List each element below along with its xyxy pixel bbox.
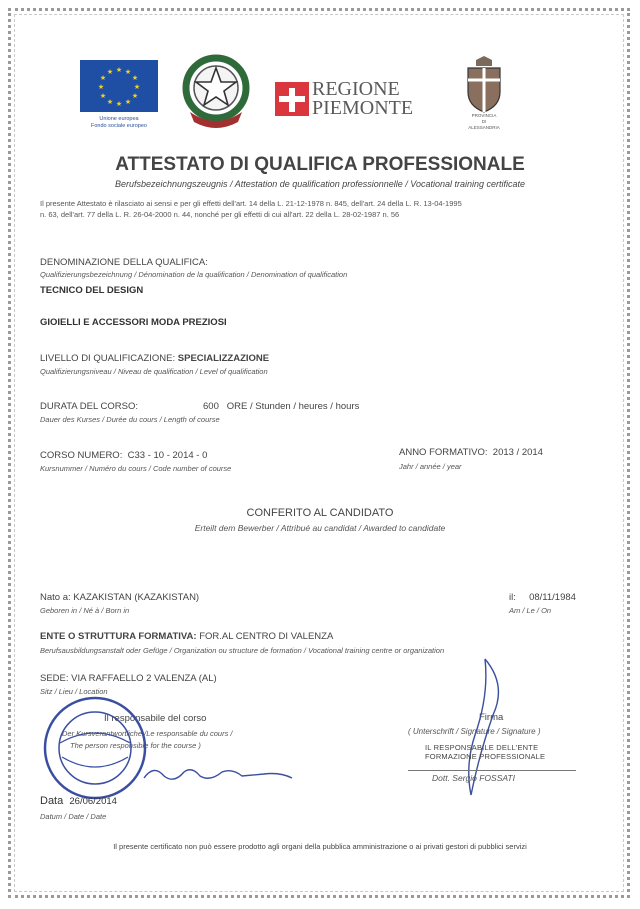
seat-translation: Sitz / Lieu / Location [40,687,108,696]
duration-unit: ORE / Stunden / heures / hours [226,401,360,412]
institution-value: FOR.AL CENTRO DI VALENZA [199,631,334,642]
course-manager-translation1: Der Kursverantwortliche /Le responsable du cours / [62,729,233,738]
birth-date-row [509,592,576,603]
date-label: Data [40,795,64,807]
course-manager-translation2: The person responsible for the course ) [70,741,201,750]
certificate-title: ATTESTATO DI QUALIFICA PROFESSIONALE [115,154,525,175]
duration-label: DURATA DEL CORSO: [40,401,139,412]
birth-date-label: il: [509,592,516,603]
seat-label: SEDE: [40,673,69,684]
course-manager-signature [140,760,300,791]
director-stamp-line1: IL RESPONSABILE DELL'ENTE [425,743,539,752]
institution-translation: Berufsausbildungsanstalt oder Gefüge / Organization ou structure de formation / Vocational training centre or organization [40,646,445,655]
conferred-translation: Erteilt dem Bewerber / Attribué au candidat / Awarded to candidate [194,523,446,533]
duration-translation: Dauer des Kurses / Durée du cours / Length of course [40,415,220,424]
level-label: LIVELLO DI QUALIFICAZIONE: [40,353,176,364]
signature-translation: ( Unterschrift / Signature / Signature ) [408,727,541,736]
legal-line2: n. 63, dell'art. 77 della L. R. 26-04-2000 n. 44, nonché per gli effetti di cui all'art. 22 della L. 28-02-1987 n. 56 [40,210,400,219]
province-caption-line2: DI [481,119,487,124]
director-name: Dott. Sergio FOSSATI [432,773,515,783]
svg-text:★: ★ [115,100,123,108]
province-caption [452,113,516,131]
institution-label: ENTE O STRUTTURA FORMATIVA: [40,631,197,642]
legal-line1: Il presente Attestato è rilasciato ai sensi e per gli effetti dell'art. 14 della L. 21-12-1978 n. 845, dell'art. 24 della L. R. 13-04-1995 [40,199,462,208]
svg-text:★: ★ [115,66,123,74]
qualification-translation: Qualifizierungsbezeichnung / Dénomination de la qualification / Denomination of qualification [40,270,348,279]
institution-round-stamp [40,693,150,803]
region-line2: PIEMONTE [312,97,414,119]
seat-value: VIA RAFFAELLO 2 VALENZA (AL) [71,673,217,684]
director-stamp-line2: FORMAZIONE PROFESSIONALE [425,752,546,761]
birth-date-translation: Am / Le / On [509,606,552,615]
piemonte-flag-logo [275,82,309,116]
training-year-value: 2013 / 2014 [492,447,543,458]
birth-date-value: 08/11/1984 [529,592,576,603]
qualification-value: TECNICO DEL DESIGN [40,285,144,296]
svg-text:★: ★ [106,98,114,106]
italian-republic-emblem [180,52,252,130]
birth-value: KAZAKISTAN (KAZAKISTAN) [73,592,200,603]
eu-caption-line1: Unione europea [99,116,139,122]
qualification-label: DENOMINAZIONE DELLA QUALIFICA: [40,257,208,268]
director-stamp [425,743,545,761]
svg-text:★: ★ [97,83,105,91]
date-row [40,795,117,807]
course-number-value: C33 - 10 - 2014 - 0 [127,450,208,461]
svg-text:★: ★ [131,74,139,82]
footer-note: Il presente certificato non può essere prodotto agli organi della pubblica amministrazione o ai privati gestori di pubblici servizi [113,842,527,851]
course-number-row [40,450,207,461]
province-caption-line3: ALESSANDRIA [468,125,500,130]
institution-row [40,631,333,642]
course-number-translation: Kursnummer / Numéro du cours / Code number of course [40,464,232,473]
seat-row [40,673,217,684]
svg-text:★: ★ [133,83,141,91]
svg-text:★: ★ [99,74,107,82]
date-translation: Datum / Date / Date [40,812,107,821]
duration-value: 600 [203,401,219,412]
eu-caption [72,116,166,130]
birth-translation: Geboren in / Né à / Born in [40,606,130,615]
level-value: SPECIALIZZAZIONE [177,353,270,364]
duration-row [203,401,359,412]
regione-piemonte-wordmark [312,80,413,118]
course-number-label: CORSO NUMERO: [40,450,123,461]
eu-flag-logo [80,60,158,112]
eu-caption-line2: Fondo sociale europeo [91,123,147,129]
signature-line [408,770,576,771]
province-caption-line1: PROVINCIA [471,113,497,118]
certificate-subtitle: Berufsbezeichnungszeugnis / Attestation de qualification professionnelle / Vocational training certificate [114,179,526,189]
qualification-specialty: GIOIELLI E ACCESSORI MODA PREZIOSI [40,317,227,328]
training-year-row [399,447,543,458]
training-year-label: ANNO FORMATIVO: [399,447,488,458]
training-year-translation: Jahr / année / year [399,462,462,471]
level-row [40,353,269,364]
date-value: 26/06/2014 [69,796,117,807]
svg-text:★: ★ [99,92,107,100]
course-manager-label: Il responsabile del corso [104,713,207,724]
birth-row [40,592,199,603]
svg-text:★: ★ [124,98,132,106]
birth-label: Nato a: [40,592,71,603]
svg-text:★: ★ [124,68,132,76]
svg-text:★: ★ [131,92,139,100]
svg-text:★: ★ [106,68,114,76]
signature-label: Firma [479,712,504,723]
region-line1: REGIONE [312,78,400,100]
conferred-heading: CONFERITO AL CANDIDATO [246,507,394,519]
level-translation: Qualifizierungsniveau / Niveau de qualification / Level of qualification [40,367,268,376]
legal-reference [40,198,600,220]
